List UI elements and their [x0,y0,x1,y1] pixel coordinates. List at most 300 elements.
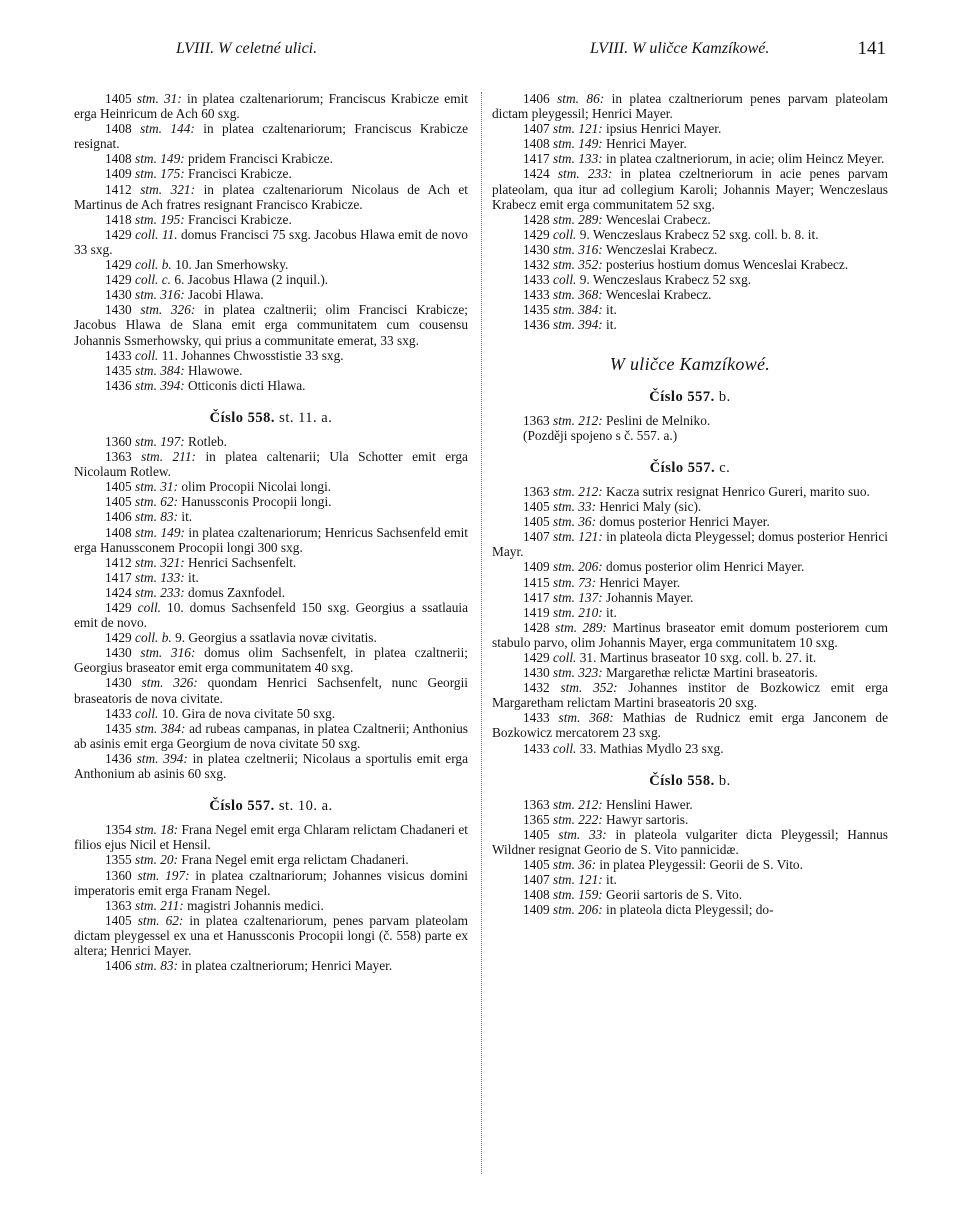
entry-year: 1409 [523,559,550,575]
entry-text: Kacza sutrix resignat Henrico Gureri, marito suo. [606,483,870,499]
record-entry [74,868,468,898]
entry-source: stm. 211: [141,449,196,465]
entry-year: 1363 [105,449,132,465]
entry-source: stm. 326: [141,675,198,691]
entry-text: Wenczeslai Krabecz. [605,241,718,257]
entry-source: stm. 384: [135,362,185,378]
entry-source: stm. 31: [136,91,182,106]
entry-year: 1433 [105,347,132,363]
record-entry [74,494,468,509]
entry-text: it. [606,604,617,620]
running-header [72,40,890,70]
entry-text: in platea czeltneriorum in acie penes parvam plateolam, qua itur ad collegium Karoli; Johannis Mayer; Wenczeslaus Krabecz emit erga communitatem 52 sxg. [492,166,888,212]
header-left-title: LVIII. W celetné ulici. [176,40,318,57]
entry-text: Margarethæ relictæ Martini braseatoris. [606,665,818,681]
record-entry [492,857,888,872]
entry-year: 1417 [523,151,550,167]
entry-year: 1363 [523,412,550,428]
record-entry [492,317,888,332]
entry-source: stm. 73: [553,574,597,590]
entry-text: Henrici Maly (sic). [599,499,702,515]
entry-year: 1405 [523,857,550,873]
house-number-heading [74,411,468,426]
record-entry [492,872,888,887]
record-entry [74,91,468,121]
street-name: Kamzíkowé. [679,353,771,374]
entry-text: in plateola dicta Pleygessil; do- [606,902,774,918]
entry-source: stm. 384: [135,720,186,736]
heading-subtitle: c. [719,459,731,476]
entry-year: 1407 [523,872,550,888]
entry-text: Frana Negel emit erga relictam Chadaneri. [181,852,409,868]
record-note: (Později spojeno s č. 557. a.) [523,427,678,443]
entry-source: stm. 233: [557,166,613,182]
header-right-title: LVIII. W uličce Kamzíkowé. [590,40,770,57]
record-entry [492,287,888,302]
record-entry [492,680,888,710]
entry-source: coll. 11. [135,226,178,242]
entry-source: stm. 133: [553,151,603,167]
entry-source: stm. 62: [135,494,179,510]
heading-title: Číslo 557. [649,388,715,405]
entry-year: 1363 [523,483,550,499]
heading-subtitle: st. 11. a. [279,409,333,426]
entry-source: coll. c. [135,272,171,288]
record-entry [74,585,468,600]
entry-year: 1408 [523,136,550,152]
entry-source: stm. 289: [555,619,607,635]
entry-year: 1424 [523,166,550,182]
entry-year: 1408 [105,121,132,137]
entry-text: Otticonis dicti Hlawa. [188,377,306,393]
record-entry [492,227,888,242]
entry-year: 1429 [523,226,550,242]
record-entry [492,166,888,211]
record-entry [492,136,888,151]
record-entry [74,600,468,630]
entry-year: 1435 [523,302,550,318]
entry-year: 1406 [523,91,550,106]
entry-year: 1433 [523,272,550,288]
entry-text: in platea czaltenariorum; Henricus Sachsenfeld emit erga Hanussconem Procopii longi 300 sxg. [74,524,469,555]
entry-text: it. [606,872,617,888]
entry-text: in platea czaltenariorum, penes parvam plateolam dictam pleygessel ex una et Hanussconis Procopii longi (č. 558) parte ex altera; Henrici Mayer. [74,912,469,958]
entry-year: 1412 [105,554,132,570]
entry-year: 1429 [523,650,550,665]
entry-source: stm. 316: [135,287,185,303]
entry-text: in platea czaltenariorum; Franciscus Krabicze emit erga Heinricum de Ach 60 sxg. [74,91,468,122]
entry-year: 1430 [523,241,550,257]
record-entry [492,887,888,902]
right-column [492,91,888,918]
entry-text: in platea czaltnariorum; Johannes visicus domini imperatoris emit erga Franam Negel. [74,867,468,898]
entry-text: olim Procopii Nicolai longi. [181,479,332,495]
house-number-heading [492,774,888,789]
street-heading [492,353,888,374]
entry-source: coll. [553,272,577,288]
entry-source: stm. 197: [137,867,190,883]
record-entry [74,166,468,181]
entry-source: stm. 289: [553,211,603,227]
record-entry [74,378,468,393]
entry-source: stm. 159: [553,887,603,903]
entry-text: Henrici Mayer. [606,136,687,152]
entry-year: 1436 [523,317,550,333]
heading-title: Číslo 557. [209,798,275,815]
entry-year: 1405 [105,494,132,510]
entry-year: 1409 [523,902,550,918]
entry-source: stm. 121: [553,872,603,888]
entry-text: Georii sartoris de S. Vito. [606,887,743,903]
entry-year: 1430 [105,675,132,691]
entry-source: stm. 323: [553,665,603,681]
column-divider [481,92,482,1174]
entry-text: in platea czaltneriorum, in acie; olim Heincz Meyer. [606,151,885,167]
record-entry [492,499,888,514]
entry-text: in plateola dicta Pleygessel; domus posterior Henrici Mayr. [492,529,888,560]
entry-source: stm. 33: [553,499,597,515]
entry-text: Peslini de Melniko. [606,412,711,428]
entry-text: it. [606,302,617,318]
entry-year: 1406 [105,958,132,974]
house-number-heading [492,390,888,405]
record-entry [492,212,888,227]
entry-source: stm. 133: [135,569,185,585]
entry-year: 1417 [105,569,132,585]
record-entry [492,812,888,827]
entry-year: 1409 [105,166,132,182]
entry-text: Hanussconis Procopii longi. [181,494,332,510]
entry-year: 1433 [523,740,550,756]
entry-text: ad rubeas campanas, in platea Czaltnerii; Anthonius ab asinis emit erga Georgium de nova civitate 50 sxg. [74,720,468,751]
record-entry [492,902,888,917]
entry-source: stm. 83: [135,958,179,974]
entry-source: stm. 326: [140,302,196,318]
record-entry [492,797,888,812]
record-entry [74,721,468,751]
record-entry [74,227,468,257]
entry-year: 1363 [523,796,550,812]
entry-text: Henrici Sachsenfelt. [188,554,297,570]
entry-source: stm. 212: [553,412,603,428]
entry-year: 1355 [105,852,132,868]
entry-year: 1363 [105,897,132,913]
record-entry [74,898,468,913]
record-entry [492,242,888,257]
record-entry [492,710,888,740]
record-entry [492,272,888,287]
record-entry [74,913,468,958]
record-entry [74,525,468,555]
record-entry [74,449,468,479]
entry-source: stm. 316: [553,241,603,257]
record-entry [74,363,468,378]
entry-year: 1428 [523,211,550,227]
entry-text: in platea czeltnerii; Nicolaus a sportulis emit erga Anthonium ab asinis 60 sxg. [74,750,469,782]
entry-source: coll. [135,705,159,721]
entry-source: stm. 137: [553,589,603,605]
entry-year: 1419 [523,604,550,620]
record-entry [492,620,888,650]
entry-source: stm. 368: [558,710,614,726]
entry-year: 1435 [105,720,132,736]
entry-year: 1429 [105,257,132,273]
record-entry [492,151,888,166]
record-entry [492,91,888,121]
entry-text: it. [606,317,617,333]
record-entry [74,706,468,721]
entry-text: 11. Johannes Chwosstistie 33 sxg. [161,347,344,363]
entry-year: 1406 [105,509,132,525]
record-entry [74,182,468,212]
entry-text: Mathias de Rudnicz emit erga Janconem de Bozkowicz mercatorem 23 sxg. [492,710,888,741]
entry-text: Jacobi Hlawa. [188,287,264,303]
entry-text: magistri Johannis medici. [187,897,324,913]
entry-year: 1429 [105,226,132,242]
entry-source: coll. [553,226,577,242]
entry-year: 1432 [523,257,550,273]
record-entry [492,590,888,605]
entry-year: 1436 [105,750,132,766]
entry-source: coll. [553,740,577,756]
entry-text: posterius hostium domus Wenceslai Krabecz. [606,257,849,273]
entry-text: 6. Jacobus Hlawa (2 inquil.). [174,272,329,288]
entry-year: 1412 [105,181,132,197]
entry-text: Johannis Mayer. [606,589,694,605]
house-number-heading [74,799,468,814]
entry-source: stm. 86: [557,91,605,106]
entry-year: 1430 [105,645,132,661]
entry-source: stm. 36: [553,514,597,530]
entry-source: stm. 121: [553,121,603,137]
entry-year: 1354 [105,822,132,838]
entry-source: stm. 352: [553,257,603,273]
record-entry [74,509,468,524]
record-entry [492,514,888,529]
entry-source: stm. 36: [553,857,597,873]
entry-year: 1429 [105,630,132,646]
entry-text: Hawyr sartoris. [606,811,689,827]
entry-source: stm. 321: [135,554,185,570]
entry-year: 1417 [523,589,550,605]
heading-subtitle: st. 10. a. [278,798,333,815]
entry-text: quondam Henrici Sachsenfelt, nunc Georgii braseatoris de nova civitate. [74,675,468,706]
entry-source: stm. 33: [558,826,607,842]
entry-source: stm. 149: [135,151,185,167]
entry-source: coll. [553,650,577,665]
left-column [74,91,468,973]
entry-text: 9. Wenczeslaus Krabecz 52 sxg. [579,272,752,288]
entry-text: pridem Francisci Krabicze. [188,151,333,167]
entry-source: stm. 195: [135,211,185,227]
record-entry [74,822,468,852]
entry-text: Frana Negel emit erga Chlaram relictam Chadaneri et filios ejus Nicil et Hensil. [74,822,468,853]
entry-text: in platea czaltenariorum Nicolaus de Ach et Martinus de Ach fratres resignant Francisco Krabicze. [74,181,469,212]
record-entry [74,570,468,585]
entry-year: 1435 [105,362,132,378]
entry-year: 1405 [523,514,550,530]
record-entry [74,348,468,363]
record-entry [74,151,468,166]
record-entry [492,605,888,620]
entry-text: 10. Gira de nova civitate 50 sxg. [161,705,336,721]
entry-year: 1429 [105,600,132,615]
entry-text: in platea czaltenariorum; Franciscus Krabicze resignat. [74,121,468,152]
entry-year: 1405 [105,479,132,495]
entry-text: domus Francisci 75 sxg. Jacobus Hlawa emit de novo 33 sxg. [74,226,468,257]
entry-source: stm. 31: [135,479,179,495]
entry-text: in platea czaltnerii; olim Francisci Krabicze; Jacobus Hlawa de Slana emit erga communitatem cum cousensu Johannis Ssmerhowsky, qui prius a communitate emerat, 33 sxg. [74,302,469,348]
entry-text: 10. Jan Smerhowsky. [175,257,289,273]
entry-source: stm. 368: [553,287,603,303]
entry-source: stm. 211: [135,897,184,913]
entry-text: Henrici Mayer. [599,574,681,590]
entry-year: 1430 [105,287,132,303]
entry-text: Francisci Krabicze. [188,166,292,182]
entry-source: stm. 144: [140,121,195,137]
entry-text: in platea caltenarii; Ula Schotter emit erga Nicolaum Rotlew. [74,449,468,480]
entry-source: coll. b. [135,257,172,273]
entry-text: Johannes institor de Bozkowicz emit erga Margaretham relictam Martini braseatoris 20 sxg. [492,680,889,711]
entry-source: stm. 83: [135,509,179,525]
record-entry [74,645,468,675]
entry-source: stm. 394: [553,317,603,333]
entry-year: 1405 [523,826,550,842]
entry-year: 1433 [523,287,550,303]
entry-text: 9. Wenczeslaus Krabecz 52 sxg. coll. b. 8. it. [579,226,819,242]
entry-year: 1433 [523,710,550,726]
entry-year: 1415 [523,574,550,590]
record-entry [492,121,888,136]
entry-text: 9. Georgius a ssatlavia novæ civitatis. [175,630,377,646]
entry-text: Martinus braseator emit domum posteriorem cum stabulo parvo, olim Johannis Mayer, erga communitatem 10 sxg. [492,619,888,650]
entry-source: stm. 62: [137,912,184,928]
entry-year: 1433 [105,705,132,721]
entry-text: domus posterior Henrici Mayer. [599,514,770,530]
entry-source: coll. [137,600,162,615]
entry-text: domus Zaxnfodel. [188,584,286,600]
entry-text: domus posterior olim Henrici Mayer. [606,559,805,575]
entry-source: stm. 20: [135,852,179,868]
entry-text: Wenceslai Crabecz. [605,211,711,227]
entry-year: 1408 [105,524,132,540]
record-entry [74,555,468,570]
entry-text: in platea Pleygessil: Georii de S. Vito. [599,857,803,873]
entry-source: stm. 321: [140,181,196,197]
entry-source: stm. 222: [553,811,603,827]
entry-source: coll. [135,347,159,363]
entry-year: 1430 [523,665,550,681]
heading-title: Číslo 558. [209,409,276,426]
entry-year: 1428 [523,619,550,635]
entry-year: 1429 [105,272,132,288]
entry-year: 1408 [523,887,550,903]
page-number: 141 [857,38,886,59]
entry-text: Hlawowe. [188,362,243,378]
entry-text: Henslini Hawer. [606,796,693,812]
heading-subtitle: b. [718,388,731,405]
entry-source: stm. 18: [135,822,179,838]
entry-year: 1436 [105,377,132,393]
record-entry [74,272,468,287]
entry-year: 1430 [105,302,132,318]
entry-source: coll. b. [135,630,172,646]
entry-year: 1424 [105,584,132,600]
entry-source: stm. 149: [135,524,185,540]
entry-source: stm. 212: [553,483,603,499]
record-entry [492,302,888,317]
record-entry [74,257,468,272]
entry-source: stm. 206: [553,902,603,918]
entry-source: stm. 233: [135,584,185,600]
record-entry [492,827,888,857]
record-entry [74,434,468,449]
entry-year: 1365 [523,811,550,827]
record-entry [74,958,468,973]
entry-text: ipsius Henrici Mayer. [606,121,722,137]
entry-text: domus olim Sachsenfelt, in platea czaltnerii; Georgius braseator emit erga communitatem 40 sxg. [74,645,468,676]
house-number-heading [492,461,888,476]
entry-text: 33. Mathias Mydlo 23 sxg. [579,740,724,756]
record-entry [492,257,888,272]
entry-text: it. [181,509,193,525]
heading-subtitle: b. [718,772,731,789]
entry-source: stm. 175: [135,166,185,182]
record-entry [74,287,468,302]
record-entry [492,575,888,590]
record-entry [492,665,888,680]
entry-source: stm. 384: [553,302,603,318]
entry-source: stm. 206: [553,559,603,575]
entry-year: 1405 [105,912,132,928]
entry-source: stm. 212: [553,796,603,812]
entry-source: stm. 210: [553,604,603,620]
entry-source: stm. 394: [135,377,185,393]
entry-source: stm. 394: [136,750,188,766]
entry-text: Wenceslai Krabecz. [605,287,712,303]
record-entry [492,650,888,665]
entry-text: in platea czaltneriorum; Henrici Mayer. [181,958,393,974]
record-entry [492,413,888,428]
entry-year: 1407 [523,529,550,545]
record-entry [492,559,888,574]
record-entry [74,852,468,867]
street-prefix: W uličce [609,353,675,374]
entry-year: 1360 [105,433,132,449]
record-entry [74,751,468,781]
entry-year: 1405 [523,499,550,515]
record-entry [74,302,468,347]
record-entry [492,741,888,756]
entry-year: 1407 [523,121,550,137]
entry-source: stm. 149: [553,136,603,152]
entry-text: 31. Martinus braseator 10 sxg. coll. b. 27. it. [579,650,817,665]
record-entry [74,212,468,227]
entry-text: 10. domus Sachsenfeld 150 sxg. Georgius a ssatlauia emit de novo. [74,600,469,631]
record-entry [492,529,888,559]
entry-text: Francisci Krabicze. [188,211,292,227]
heading-title: Číslo 558. [649,772,715,789]
entry-year: 1360 [105,867,132,883]
entry-text: in plateola vulgariter dicta Pleygessil; Hannus Wildner resignat Georio de S. Vito pannicidæ. [492,826,888,858]
record-entry [492,484,888,499]
entry-source: stm. 352: [560,680,618,696]
record-entry [74,630,468,645]
entry-year: 1418 [105,211,132,227]
heading-title: Číslo 557. [649,459,716,476]
entry-year: 1432 [523,680,550,696]
entry-year: 1405 [105,91,132,106]
